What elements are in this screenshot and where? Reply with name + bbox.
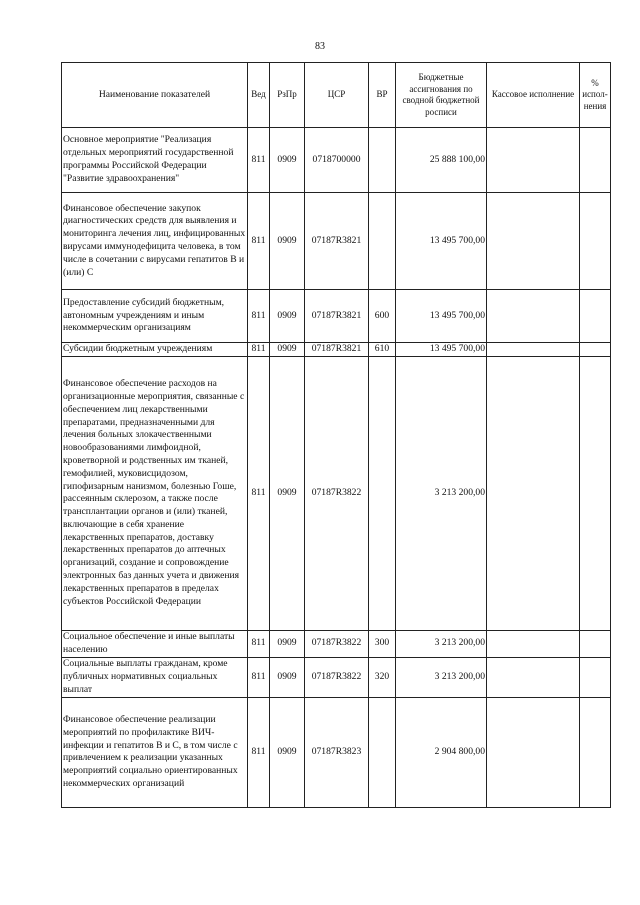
row-vr — [369, 193, 396, 290]
row-ved: 811 — [248, 657, 270, 697]
page-number: 83 — [315, 41, 325, 52]
row-vr: 610 — [369, 343, 396, 357]
row-name: Социальные выплаты гражданам, кроме публичных нормативных социальных выплат — [62, 657, 248, 697]
row-rzpr: 0909 — [270, 356, 305, 630]
row-cash — [487, 193, 580, 290]
header-percent: % испол-нения — [580, 63, 611, 128]
row-csr: 07187R3822 — [305, 356, 369, 630]
row-ved: 811 — [248, 290, 270, 343]
table-row — [62, 356, 611, 630]
budget-table — [61, 62, 611, 808]
row-percent — [580, 630, 611, 657]
row-name: Предоставление субсидий бюджетным, автономным учреждениям и иным некоммерческим организациям — [62, 290, 248, 343]
row-vr: 320 — [369, 657, 396, 697]
row-csr: 07187R3823 — [305, 697, 369, 807]
row-csr: 07187R3821 — [305, 193, 369, 290]
row-csr: 07187R3822 — [305, 657, 369, 697]
table-row — [62, 657, 611, 697]
row-budget: 3 213 200,00 — [396, 630, 487, 657]
table-row — [62, 630, 611, 657]
header-csr: ЦСР — [305, 63, 369, 128]
row-vr: 300 — [369, 630, 396, 657]
row-rzpr: 0909 — [270, 193, 305, 290]
row-vr — [369, 356, 396, 630]
row-csr: 0718700000 — [305, 128, 369, 193]
table-row — [62, 128, 611, 193]
row-budget: 13 495 700,00 — [396, 343, 487, 357]
table-header-row — [62, 63, 611, 128]
row-cash — [487, 657, 580, 697]
table-row — [62, 697, 611, 807]
row-budget: 2 904 800,00 — [396, 697, 487, 807]
row-ved: 811 — [248, 630, 270, 657]
row-name: Социальное обеспечение и иные выплаты населению — [62, 630, 248, 657]
row-name: Финансовое обеспечение реализации мероприятий по профилактике ВИЧ-инфекции и гепатитов B и C, в том числе с привлечением к реализации указанных мероприятий социально ориентированных некоммерческих организаций — [62, 697, 248, 807]
row-percent — [580, 290, 611, 343]
row-rzpr: 0909 — [270, 630, 305, 657]
row-percent — [580, 697, 611, 807]
row-percent — [580, 193, 611, 290]
row-cash — [487, 697, 580, 807]
row-budget: 13 495 700,00 — [396, 290, 487, 343]
row-ved: 811 — [248, 128, 270, 193]
row-cash — [487, 128, 580, 193]
row-name: Субсидии бюджетным учреждениям — [62, 343, 248, 357]
row-budget: 3 213 200,00 — [396, 657, 487, 697]
row-budget: 3 213 200,00 — [396, 356, 487, 630]
table-row — [62, 290, 611, 343]
row-rzpr: 0909 — [270, 128, 305, 193]
row-csr: 07187R3821 — [305, 290, 369, 343]
row-ved: 811 — [248, 697, 270, 807]
table-row — [62, 193, 611, 290]
row-cash — [487, 630, 580, 657]
row-rzpr: 0909 — [270, 343, 305, 357]
row-budget: 13 495 700,00 — [396, 193, 487, 290]
row-cash — [487, 290, 580, 343]
row-vr: 600 — [369, 290, 396, 343]
row-vr — [369, 128, 396, 193]
row-vr — [369, 697, 396, 807]
header-budget: Бюджетные ассигнования по сводной бюджетной росписи — [396, 63, 487, 128]
row-ved: 811 — [248, 343, 270, 357]
row-csr: 07187R3821 — [305, 343, 369, 357]
header-ved: Вед — [248, 63, 270, 128]
row-percent — [580, 657, 611, 697]
row-cash — [487, 343, 580, 357]
row-name: Финансовое обеспечение расходов на организационные мероприятия, связанные с обеспечением лиц лекарственными препаратами, предназначенными для лечения больных злокачественными новообразованиями лимфоидной, кроветворной и родственных им тканей, гемофилией, муковисцидозом, гипофизарным нанизмом, болезнью Гоше, рассеянным склерозом, а также после трансплантации органов и (или) тканей, включающие в себя хранение лекарственных препаратов, доставку лекарственных препаратов до аптечных организаций, создание и сопровождение электронных баз данных учета и движения лекарственных препаратов в пределах субъектов Российской Федерации — [62, 356, 248, 630]
row-percent — [580, 128, 611, 193]
row-rzpr: 0909 — [270, 697, 305, 807]
row-percent — [580, 356, 611, 630]
row-name: Основное мероприятие "Реализация отдельных мероприятий государственной программы Российской Федерации "Развитие здравоохранения" — [62, 128, 248, 193]
row-percent — [580, 343, 611, 357]
row-ved: 811 — [248, 193, 270, 290]
header-vr: ВР — [369, 63, 396, 128]
row-cash — [487, 356, 580, 630]
row-rzpr: 0909 — [270, 657, 305, 697]
row-budget: 25 888 100,00 — [396, 128, 487, 193]
header-rzpr: РзПр — [270, 63, 305, 128]
row-ved: 811 — [248, 356, 270, 630]
header-cash: Кассовое исполнение — [487, 63, 580, 128]
row-csr: 07187R3822 — [305, 630, 369, 657]
row-name: Финансовое обеспечение закупок диагностических средств для выявления и мониторинга лечения лиц, инфицированных вирусами иммунодефицита человека, в том числе в сочетании с вирусами гепатитов B и (или) C — [62, 193, 248, 290]
table-row — [62, 343, 611, 357]
row-rzpr: 0909 — [270, 290, 305, 343]
header-name: Наименование показателей — [62, 63, 248, 128]
